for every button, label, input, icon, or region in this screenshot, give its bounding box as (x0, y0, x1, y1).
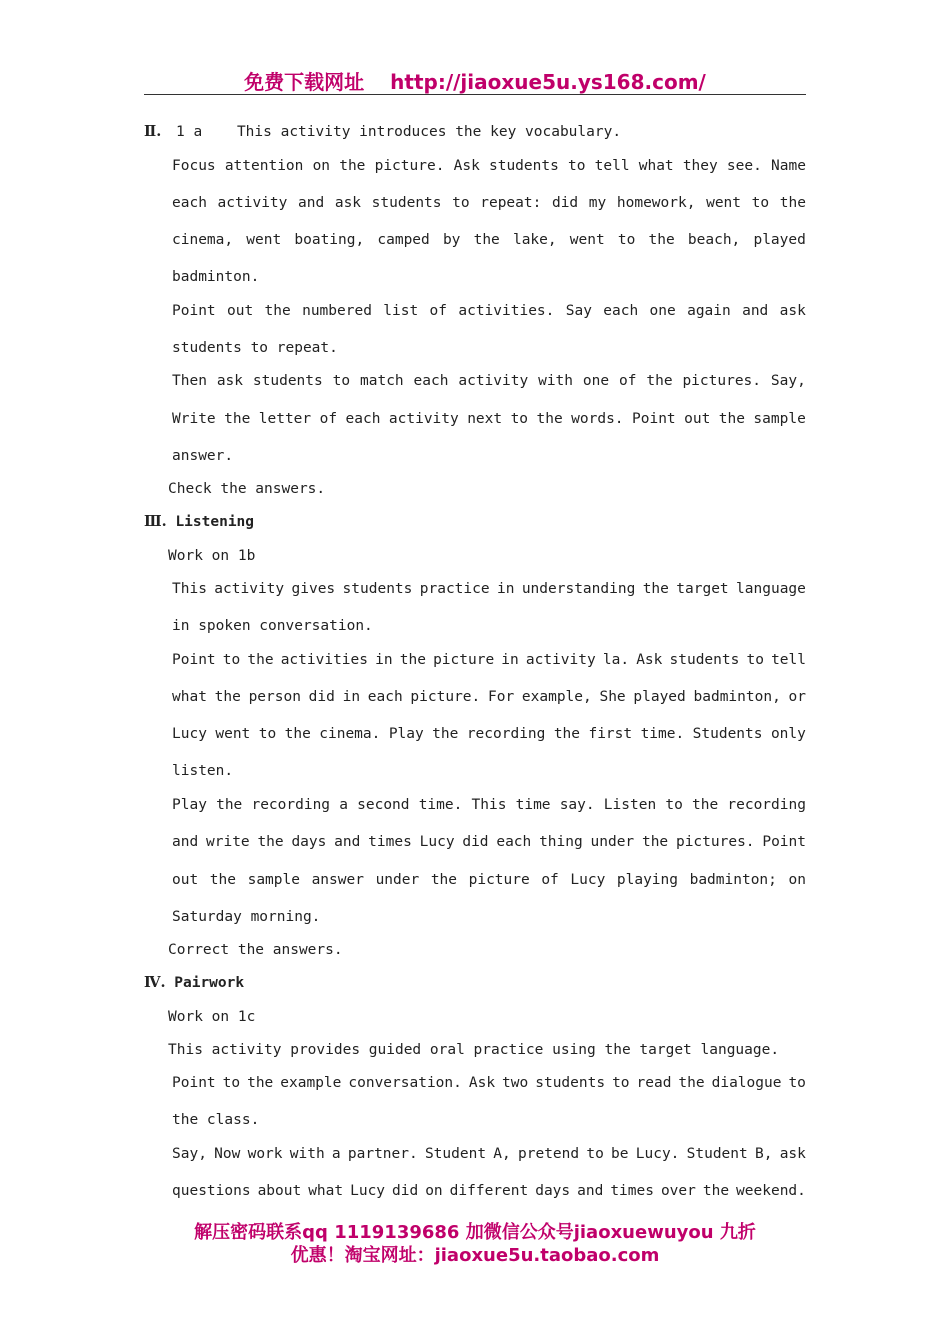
section-3-p1-line-1: This activity gives students practice in understanding the target language (172, 581, 806, 597)
section-4-title: Pairwork (174, 975, 245, 991)
section-2-p2-line-1: Point out the numbered list of activities. Say each one again and ask (172, 303, 806, 319)
section-3-p3-line-4: Saturday morning. (172, 909, 321, 925)
section-2-intro: This activity introduces the key vocabulary. (236, 124, 622, 140)
section-3-work: Work on 1b (168, 548, 256, 564)
section-3-p2-line-3: Lucy went to the cinema. Play the recording the first time. Students only (172, 726, 806, 742)
section-3-p2-line-1: Point to the activities in the picture in activity la. Ask students to tell (172, 652, 806, 668)
section-2-title: 1 a (176, 124, 203, 140)
section-3-heading (144, 513, 254, 531)
section-4-intro: This activity provides guided oral practice using the target language. (168, 1042, 780, 1058)
section-3-correct: Correct the answers. (168, 942, 343, 958)
header-url-link[interactable]: http://jiaoxue5u.ys168.com/ (390, 70, 706, 94)
section-3-p2-line-2: what the person did in each picture. For example, She played badminton, or (172, 689, 806, 705)
section-4-p1-line-1: Point to the example conversation. Ask two students to read the dialogue to (172, 1075, 806, 1091)
section-3-p3-line-2: and write the days and times Lucy did each thing under the pictures. Point (172, 834, 806, 850)
section-4-p2-line-1: Say, Now work with a partner. Student A, pretend to be Lucy. Student B, ask (172, 1146, 806, 1162)
section-2-p3-line-3: answer. (172, 448, 234, 464)
section-2-heading (144, 123, 621, 141)
section-4-p1-line-2: the class. (172, 1112, 260, 1128)
section-3-p3-line-3: out the sample answer under the picture of Lucy playing badminton; on (172, 872, 806, 888)
footer-contact-line: 解压密码联系qq 1119139686 加微信公众号jiaoxuewuyou 九折 (194, 1222, 756, 1243)
footer-shop-line: 优惠！淘宝网址：jiaoxue5u.taobao.com (290, 1245, 660, 1266)
section-2-check: Check the answers. (168, 481, 326, 497)
section-3-number: Ⅲ. (144, 513, 167, 530)
section-2-p3-line-2: Write the letter of each activity next to the words. Point out the sample (172, 411, 806, 427)
section-2-number: Ⅱ. (144, 123, 162, 140)
section-3-title: Listening (175, 514, 255, 530)
section-3-p3-line-1: Play the recording a second time. This time say. Listen to the recording (172, 797, 806, 813)
section-4-number: Ⅳ. (144, 974, 166, 991)
section-2-p2-line-2: students to repeat. (172, 340, 338, 356)
header-divider (144, 94, 806, 95)
section-4-p2-line-2: questions about what Lucy did on different days and times over the weekend. (172, 1183, 806, 1199)
section-2-p1-line-2: each activity and ask students to repeat: did my homework, went to the (172, 195, 806, 211)
section-3-p1-line-2: in spoken conversation. (172, 618, 373, 634)
section-2-p3-line-1: Then ask students to match each activity with one of the pictures. Say, (172, 373, 806, 389)
page-header (0, 66, 950, 95)
section-4-work: Work on 1c (168, 1009, 256, 1025)
section-3-p2-line-4: listen. (172, 763, 234, 779)
section-2-p1-line-4: badminton. (172, 269, 260, 285)
header-label: 免费下载网址 (244, 70, 365, 94)
section-2-p1-line-3: cinema, went boating, camped by the lake, went to the beach, played (172, 232, 806, 248)
section-4-heading (144, 974, 244, 992)
section-2-p1-line-1: Focus attention on the picture. Ask students to tell what they see. Name (172, 158, 806, 174)
